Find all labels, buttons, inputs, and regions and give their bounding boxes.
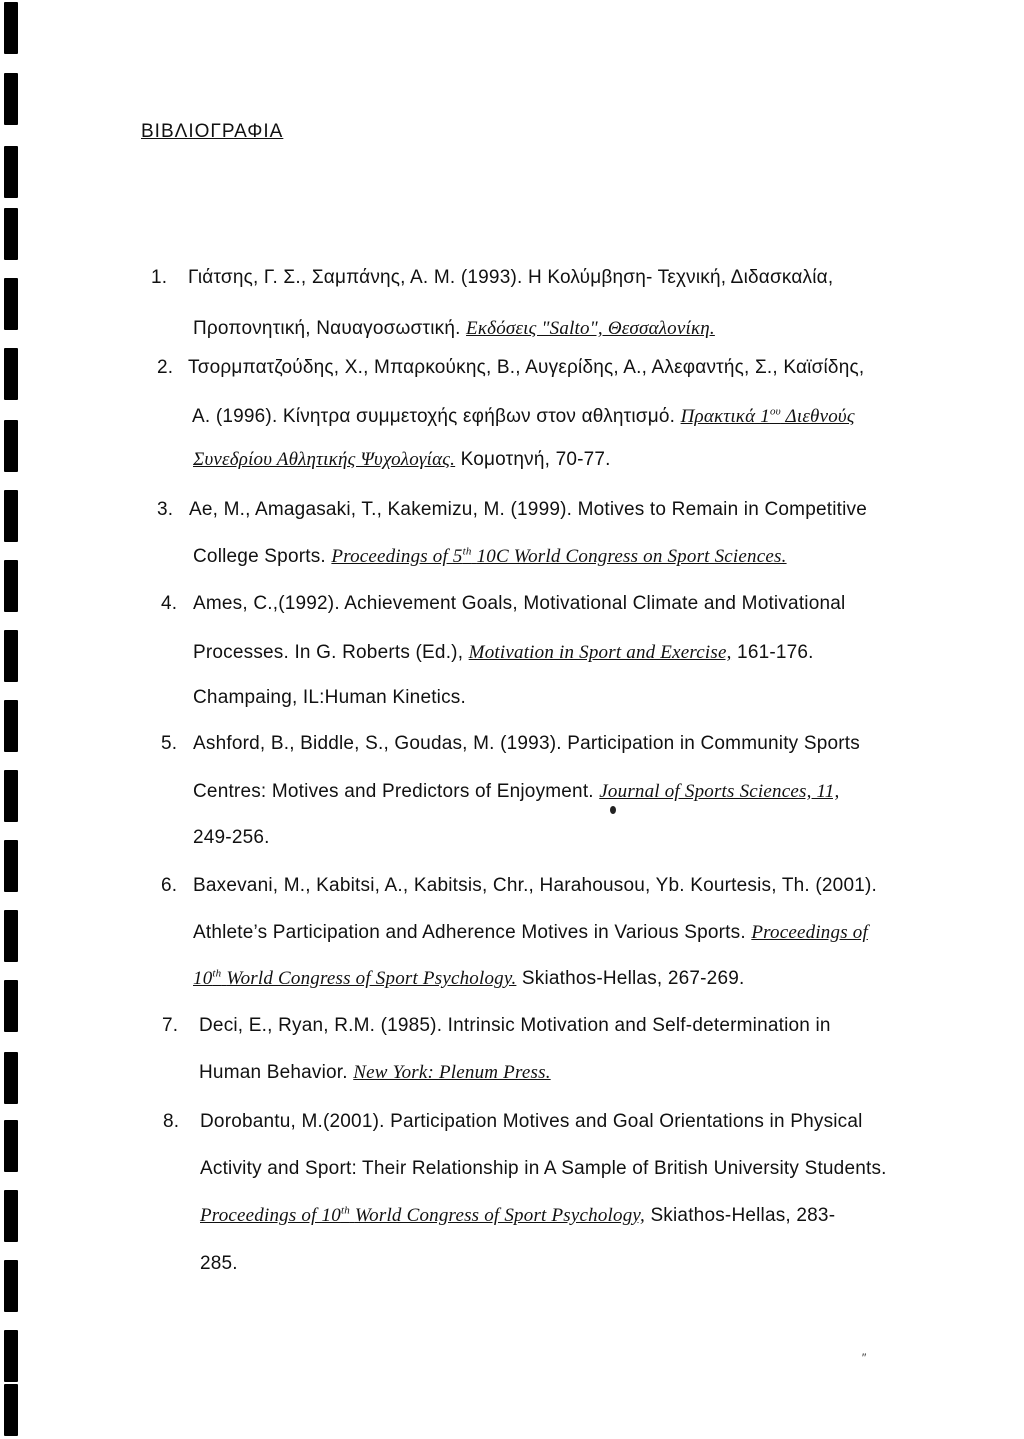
reference-line — [199, 1061, 551, 1085]
reference-text: Skiathos-Hellas, 283- — [650, 1205, 836, 1226]
binding-mark — [4, 840, 18, 892]
binding-mark — [4, 630, 18, 682]
reference-number: 8. — [163, 1111, 180, 1132]
reference-text: Κομοτηνή, 70-77. — [460, 449, 611, 470]
binding-mark — [4, 278, 18, 330]
reference-text: College Sports. — [193, 546, 326, 567]
reference-text: Προπονητική, Ναυαγοσωστική. — [193, 318, 461, 339]
reference-text: Skiathos-Hellas, 267-269. — [521, 968, 745, 989]
reference-text: Human Behavior. — [199, 1062, 348, 1083]
reference-line: Dorobantu, M.(2001). Participation Motives and Goal Orientations in Physical — [200, 1111, 863, 1132]
reference-source: Journal of Sports Sciences, 11, — [599, 781, 840, 802]
reference-pages: 161-176. — [737, 642, 814, 663]
binding-mark — [4, 208, 18, 260]
reference-source: Motivation in Sport and Exercise, — [468, 642, 732, 663]
reference-number: 3. — [157, 499, 174, 520]
reference-line: Ashford, B., Biddle, S., Goudas, M. (1993). Participation in Community Sports — [193, 733, 860, 754]
reference-source: Proceedings of — [751, 922, 868, 943]
reference-line: Ames, C.,(1992). Achievement Goals, Motivational Climate and Motivational — [193, 593, 846, 614]
reference-line: Baxevani, M., Kabitsi, A., Kabitsis, Chr., Harahousou, Yb. Kourtesis, Th. (2001). — [193, 875, 877, 896]
binding-mark — [4, 73, 18, 125]
binding-mark — [4, 348, 18, 400]
binding-mark — [4, 1330, 18, 1382]
reference-line: Ae, M., Amagasaki, T., Kakemizu, M. (1999). Motives to Remain in Competitive — [189, 499, 867, 520]
reference-line — [193, 921, 868, 945]
page-mark: ′′ — [862, 1352, 867, 1364]
reference-number: 6. — [161, 875, 178, 896]
reference-line — [193, 545, 787, 569]
reference-line — [192, 405, 855, 429]
binding-mark — [4, 2, 18, 54]
reference-source: Εκδόσεις "Salto", Θεσσαλονίκη. — [466, 318, 715, 339]
reference-text: Athlete’s Participation and Adherence Motives in Various Sports. — [193, 922, 746, 943]
stray-dot — [610, 806, 616, 814]
reference-line — [193, 641, 814, 665]
binding-mark — [4, 980, 18, 1032]
binding-mark — [4, 910, 18, 962]
binding-mark — [4, 146, 18, 198]
reference-line: Activity and Sport: Their Relationship in A Sample of British University Students. — [200, 1158, 887, 1179]
reference-line: Τσορμπατζούδης, Χ., Μπαρκούκης, Β., Αυγερίδης, Α., Αλεφαντής, Σ., Καϊσίδης, — [188, 357, 865, 378]
reference-source: Proceedings of 10th World Congress of Sport Psychology, — [200, 1204, 645, 1226]
reference-number: 4. — [161, 593, 178, 614]
reference-number: 2. — [157, 357, 174, 378]
reference-line: 285. — [200, 1253, 238, 1274]
binding-mark — [4, 770, 18, 822]
reference-text: Centres: Motives and Predictors of Enjoyment. — [193, 781, 594, 802]
reference-line — [193, 317, 715, 341]
binding-mark — [4, 1260, 18, 1312]
reference-source: Συνεδρίου Αθλητικής Ψυχολογίας. — [193, 449, 456, 470]
reference-line — [200, 1204, 835, 1228]
reference-number: 5. — [161, 733, 178, 754]
reference-source: New York: Plenum Press. — [353, 1062, 551, 1083]
reference-number: 7. — [162, 1015, 179, 1036]
binding-mark — [4, 1384, 18, 1436]
reference-line: Deci, E., Ryan, R.M. (1985). Intrinsic Motivation and Self-determination in — [199, 1015, 831, 1036]
page-title: ΒΙΒΛΙΟΓΡΑΦΙΑ — [141, 121, 284, 142]
reference-line: Champaing, IL:Human Kinetics. — [193, 687, 466, 708]
binding-mark — [4, 560, 18, 612]
binding-mark — [4, 1052, 18, 1104]
reference-line — [193, 967, 744, 991]
reference-line: Γιάτσης, Γ. Σ., Σαμπάνης, Α. Μ. (1993). Η Κολύμβηση- Τεχνική, Διδασκαλία, — [188, 267, 834, 288]
reference-line — [193, 780, 839, 804]
binding-mark — [4, 420, 18, 472]
reference-number: 1. — [151, 267, 168, 288]
binding-mark — [4, 490, 18, 542]
reference-line: 249-256. — [193, 827, 270, 848]
binding-mark — [4, 700, 18, 752]
reference-text: Α. (1996). Κίνητρα συμμετοχής εφήβων στον αθλητισμό. — [192, 406, 676, 427]
binding-mark — [4, 1120, 18, 1172]
reference-text: Processes. In G. Roberts (Ed.), — [193, 642, 464, 663]
reference-source: 10th World Congress of Sport Psychology. — [193, 967, 517, 989]
reference-source: Πρακτικά $1^{o\upsilon}$ Διεθνούς — [680, 405, 855, 427]
reference-line — [193, 448, 611, 472]
binding-mark — [4, 1190, 18, 1242]
reference-source: Proceedings of 5th 10C World Congress on Sport Sciences. — [331, 545, 787, 567]
